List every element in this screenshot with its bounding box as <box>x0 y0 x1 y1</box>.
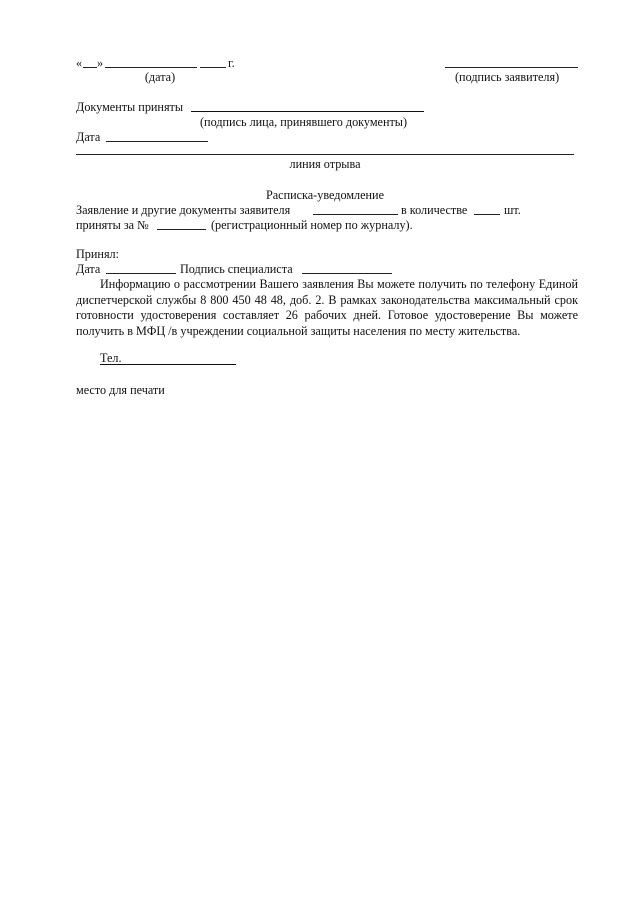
phone-label: Тел. <box>100 351 122 365</box>
date-year-blank <box>200 67 226 68</box>
accepted-date-label: Дата <box>76 130 101 144</box>
applicant-signature-caption: (подпись заявителя) <box>455 70 560 84</box>
date-year-suffix: г. <box>228 56 235 70</box>
receipt-quantity-label: в количестве <box>401 203 468 217</box>
received-date-line <box>106 273 176 274</box>
accepted-signature-caption: (подпись лица, принявшего документы) <box>200 115 408 129</box>
tear-line-label: линия отрыва <box>289 157 361 171</box>
receipt-line1-start: Заявление и другие документы заявителя <box>76 203 291 217</box>
date-day-blank <box>83 67 97 68</box>
documents-accepted-label: Документы приняты <box>76 100 184 114</box>
specialist-signature-line <box>302 273 392 274</box>
stamp-place-label: место для печати <box>76 383 165 397</box>
registration-number-caption: (регистрационный номер по журналу). <box>211 218 413 232</box>
date-caption: (дата) <box>144 70 176 84</box>
registration-number-blank <box>157 229 206 230</box>
receipt-line2-start: приняты за № <box>76 218 149 232</box>
applicant-signature-line <box>445 67 578 68</box>
documents-description-blank <box>313 214 398 215</box>
received-date-label: Дата <box>76 262 101 276</box>
accepted-date-line <box>106 141 208 142</box>
receipt-title: Расписка-уведомление <box>265 188 384 202</box>
tear-line <box>76 154 574 155</box>
date-quote-open: « <box>76 56 83 70</box>
date-quote-close: » <box>97 56 104 70</box>
received-label: Принял: <box>76 247 120 261</box>
date-month-blank <box>105 67 197 68</box>
accepted-signature-line <box>191 111 424 112</box>
specialist-signature-label: Подпись специалиста <box>180 262 293 276</box>
phone-line <box>100 364 236 365</box>
info-paragraph: Информацию о рассмотрении Вашего заявления Вы можете получить по телефону Единой диспетчерской службы 8 800 450 48 48, доб. 2. В рамках законодательства максимальный срок готовности удостоверения составляет 26 рабочих дней. Готовое удостоверение Вы можете получить в МФЦ /в учреждении социальной защиты населения по месту жительства. <box>76 277 578 338</box>
documents-count-blank <box>474 214 500 215</box>
receipt-pieces-label: шт. <box>504 203 521 217</box>
